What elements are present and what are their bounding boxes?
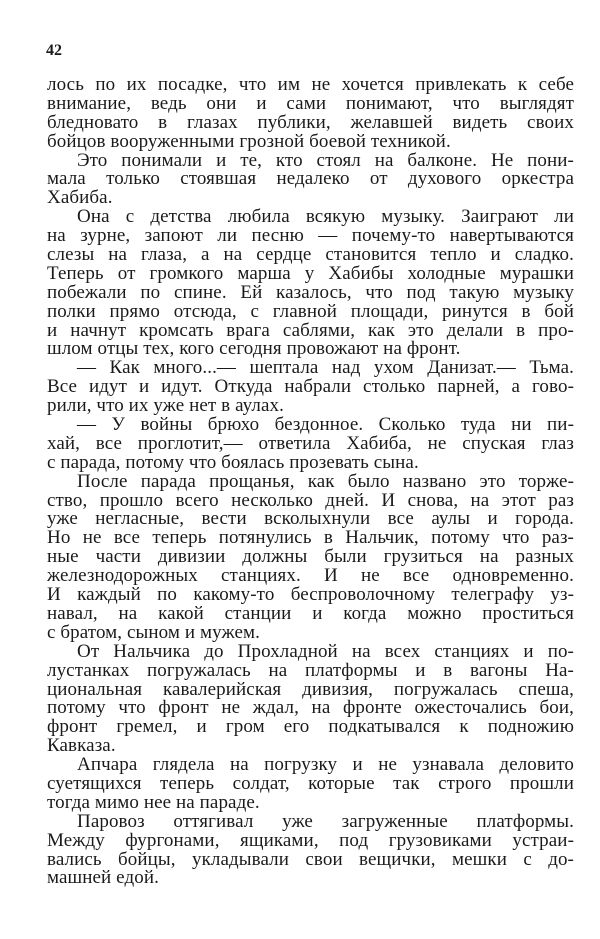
text-line: — Как много...— шептала над ухом Данизат.— Тьма. — [77, 357, 574, 379]
text-line: Хабиба. — [47, 187, 113, 209]
page-number: 42 — [46, 42, 62, 59]
text-line: фронт гремел, и гром его подкатывался к подножию — [47, 716, 574, 738]
text-line: Кавказа. — [47, 735, 116, 757]
text-line: с братом, сыном и мужем. — [47, 621, 260, 643]
text-line: побежали по спине. Ей казалось, что под такую музыку — [47, 281, 574, 303]
text-line: с парада, потому что боялась прозевать сына. — [47, 451, 419, 473]
text-line: тогда мимо нее на параде. — [47, 791, 260, 813]
text-line: Но не все теперь потянулись в Нальчик, потому что раз- — [47, 527, 574, 549]
text-line: шлом отцы тех, кого сегодня провожают на фронт. — [47, 338, 461, 360]
text-line: машней едой. — [47, 867, 159, 889]
text-line: и начнут кромсать врага саблями, как это делали в про- — [47, 319, 574, 341]
text-line: лустанках погружалась на платформы и в вагоны На- — [47, 659, 574, 681]
text-line: навал, на какой станции и когда можно проститься — [47, 602, 574, 624]
text-line: бледновато в глазах публики, желавшей видеть своих — [47, 111, 574, 133]
text-line: вались бойцы, укладывали свои вещички, мешки с до- — [47, 848, 574, 870]
text-line: ство, прошло всего несколько дней. И снова, на этот раз — [47, 489, 574, 511]
text-line: Она с детства любила всякую музыку. Заиграют ли — [77, 206, 574, 228]
text-line: полки прямо отсюда, с главной площади, ринутся в бой — [47, 300, 574, 322]
text-line: Апчара глядела на погрузку и не узнавала деловито — [77, 754, 574, 776]
text-line: ные части дивизии должны были грузиться на разных — [47, 546, 574, 568]
text-line: лось по их посадке, что им не хочется привлекать к себе — [47, 74, 574, 95]
text-line: От Нальчика до Прохладной на всех станциях и по- — [77, 640, 574, 662]
text-line: Это понимали и те, кто стоял на балконе. Не пони- — [77, 149, 574, 171]
text-line: циональная кавалерийская дивизия, погружалась спеша, — [47, 678, 574, 700]
text-line: рили, что их уже нет в аулах. — [47, 395, 284, 417]
text-line: Теперь от громкого марша у Хабибы холодные мурашки — [47, 262, 574, 284]
text-line: потому что фронт не ждал, на фронте ожесточались бои, — [47, 697, 574, 719]
text-line: мала только стоявшая недалеко от духового оркестра — [47, 168, 574, 190]
text-line: уже негласные, вести всколыхнули все аулы и города. — [47, 508, 574, 530]
text-line: Все идут и идут. Откуда набрали столько парней, а гово- — [47, 376, 574, 398]
text-line: слезы на глаза, а на сердце становится тепло и сладко. — [47, 244, 574, 266]
text-line: на зурне, запоют ли песню — почему-то навертываются — [47, 225, 574, 247]
text-line: внимание, ведь они и сами понимают, что выглядят — [47, 92, 574, 114]
body-text — [47, 76, 574, 888]
text-line: И каждый по какому-то беспроволочному телеграфу уз- — [47, 584, 574, 606]
text-line: хай, все проглотит,— ответила Хабиба, не спуская глаз — [47, 432, 574, 454]
text-line: — У войны брюхо бездонное. Сколько туда ни пи- — [77, 414, 574, 436]
text-line: После парада прощанья, как было названо это торже- — [77, 470, 574, 492]
text-line: Паровоз оттягивал уже загруженные платформы. — [77, 810, 574, 832]
text-line: бойцов вооруженными грозной боевой техникой. — [47, 130, 451, 152]
text-line: суетящихся теперь солдат, которые так строго прошли — [47, 772, 574, 794]
text-line: железнодорожных станциях. И не все одновременно. — [47, 565, 574, 587]
text-line: Между фургонами, ящиками, под грузовиками устраи- — [47, 829, 574, 851]
